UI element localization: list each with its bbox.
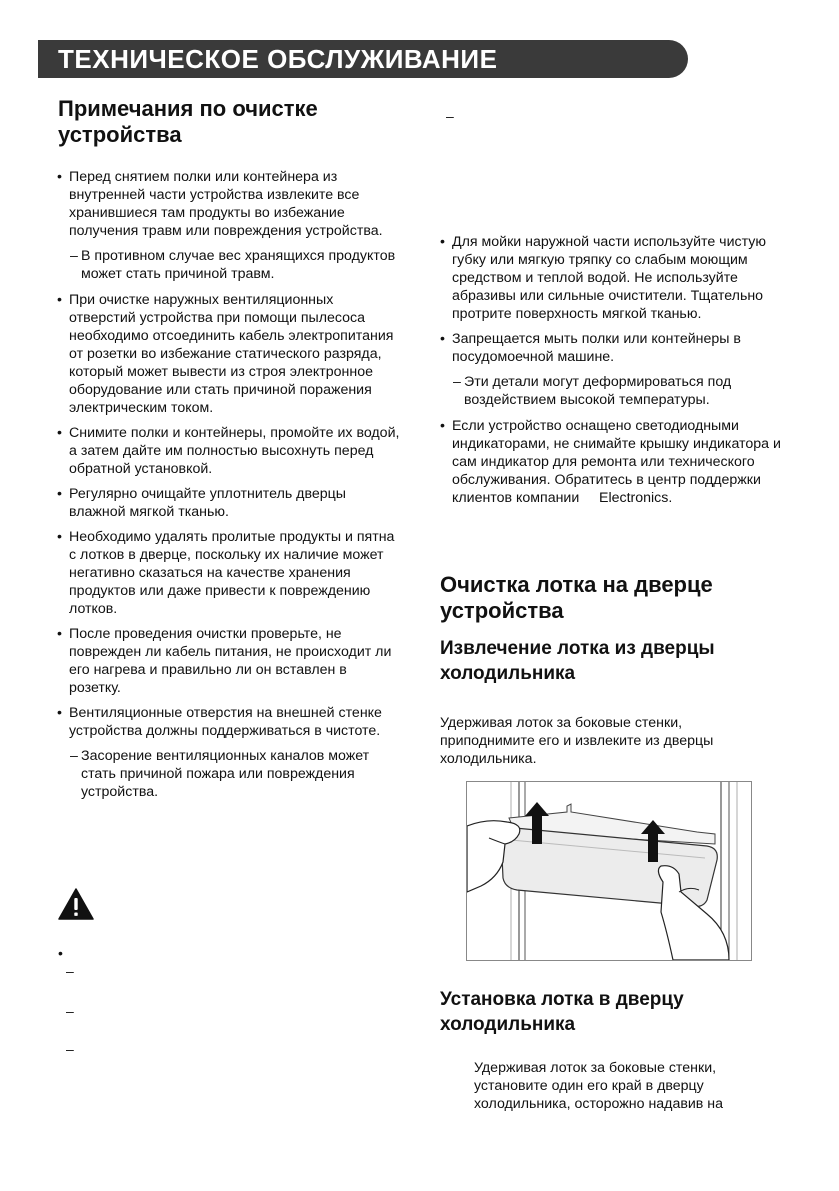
top-dash-marker: –	[446, 108, 454, 124]
install-instructions: Удерживая лоток за боковые стенки, установите один его край в дверцу холодильника, осторожно надавив на	[474, 1060, 724, 1112]
page-title: ТЕХНИЧЕСКОЕ ОБСЛУЖИВАНИЕ	[58, 44, 498, 74]
sub-item: – В противном случае вес хранящихся продуктов может стать причиной травм.	[57, 247, 402, 283]
door-tray-heading-line-1: Очистка лотка на дверце	[440, 572, 713, 597]
left-heading-line-2: устройства	[58, 122, 182, 147]
left-heading-line-1: Примечания по очистке	[58, 96, 318, 121]
tray-removal-illustration	[466, 781, 752, 961]
list-item: • Перед снятием полки или контейнера из внутренней части устройства извлеките все хранившиеся там продукты во избежание получения травм или повреждения устройства.	[57, 168, 402, 240]
warning-dash-marker: –	[66, 963, 74, 979]
header-bar	[38, 40, 688, 78]
sub-item: – Засорение вентиляционных каналов может стать причиной пожара или повреждения устройства.	[57, 747, 402, 801]
list-item: • При очистке наружных вентиляционных отверстий устройства при помощи пылесоса необходимо отсоединить кабель электропитания от розетки во избежание статического разряда, который может вывести из строя электронное оборудование или стать причиной поражения электрическим током.	[57, 291, 402, 417]
washing-notes-list	[440, 233, 785, 514]
removal-heading-line-2: холодильника	[440, 663, 576, 684]
removal-heading	[440, 636, 800, 686]
sub-item: – Эти детали могут деформироваться под воздействием высокой температуры.	[440, 373, 785, 409]
list-item: • Запрещается мыть полки или контейнеры в посудомоечной машине.	[440, 330, 785, 366]
warning-dash-marker: –	[66, 1003, 74, 1019]
install-heading-line-1: Установка лотка в дверцу	[440, 989, 684, 1010]
door-tray-section-heading	[440, 572, 800, 624]
tray-illustration-drawing	[467, 782, 751, 960]
list-item: • После проведения очистки проверьте, не поврежден ли кабель питания, не происходит ли его нагрева и правильно ли он вставлен в розетку.	[57, 625, 402, 697]
list-item: • Регулярно очищайте уплотнитель дверцы влажной мягкой тканью.	[57, 485, 402, 521]
list-item: • Необходимо удалять пролитые продукты и пятна с лотков в дверце, поскольку их наличие может негативно сказаться на качестве хранения продуктов или даже привести к повреждению лотков.	[57, 528, 402, 618]
left-section-heading	[58, 96, 398, 148]
removal-instructions: Удерживая лоток за боковые стенки, приподнимите его и извлеките из дверцы холодильника.	[440, 715, 714, 767]
door-tray-heading-line-2: устройства	[440, 598, 564, 623]
list-item: • Если устройство оснащено светодиодными индикаторами, не снимайте крышку индикатора и сам индикатор для ремонта или технического обслуживания. Обратитесь в центр поддержки клиентов компании Electronics.	[440, 417, 785, 507]
cleaning-notes-list	[57, 168, 402, 809]
install-heading-line-2: холодильника	[440, 1014, 576, 1035]
warning-triangle-icon	[58, 888, 94, 920]
warning-bullet-marker: •	[58, 945, 63, 961]
warning-dash-marker: –	[66, 1041, 74, 1057]
list-item: • Для мойки наружной части используйте чистую губку или мягкую тряпку со слабым моющим средством и теплой водой. Не используйте абразивы или сильные очистители. Тщательно протрите поверхность мягкой тканью.	[440, 233, 785, 323]
install-heading	[440, 987, 800, 1037]
list-item: • Вентиляционные отверстия на внешней стенке устройства должны поддерживаться в чистоте.	[57, 704, 402, 740]
list-item: • Снимите полки и контейнеры, промойте их водой, а затем дайте им полностью высохнуть перед обратной установкой.	[57, 424, 402, 478]
removal-heading-line-1: Извлечение лотка из дверцы	[440, 638, 715, 659]
